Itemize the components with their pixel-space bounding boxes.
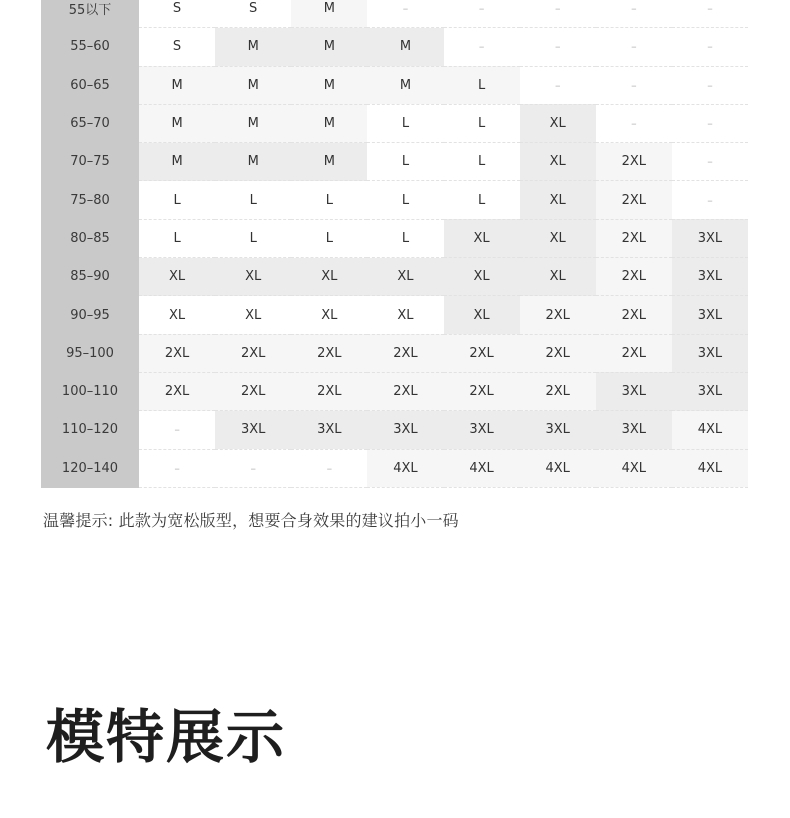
sizing-tip: 温馨提示: 此款为宽松版型，想要合身效果的建议拍小一码: [43, 511, 459, 530]
size-cell: M: [291, 66, 367, 104]
size-cell: 2XL: [596, 258, 672, 296]
weight-range-cell: 70–75: [41, 143, 139, 181]
size-cell: 3XL: [444, 411, 520, 449]
size-cell: 2XL: [520, 372, 596, 410]
size-cell: XL: [520, 219, 596, 257]
size-cell: M: [139, 104, 215, 142]
size-cell: L: [291, 219, 367, 257]
size-row: [41, 296, 748, 334]
size-row: [41, 258, 748, 296]
size-cell: 3XL: [291, 411, 367, 449]
size-cell: M: [291, 28, 367, 66]
size-cell: L: [367, 181, 443, 219]
model-showcase-heading: 模特展示: [46, 703, 287, 771]
size-cell: L: [444, 181, 520, 219]
size-cell: 3XL: [672, 296, 748, 334]
size-cell: –: [672, 143, 748, 181]
size-cell: 3XL: [596, 411, 672, 449]
size-cell: S: [215, 0, 291, 28]
size-cell: –: [672, 28, 748, 66]
size-cell: –: [596, 66, 672, 104]
size-cell: –: [672, 104, 748, 142]
size-cell: –: [139, 449, 215, 487]
size-cell: 2XL: [520, 296, 596, 334]
size-cell: 4XL: [672, 411, 748, 449]
weight-range-cell: 55–60: [41, 28, 139, 66]
size-row: [41, 219, 748, 257]
size-cell: XL: [367, 258, 443, 296]
size-cell: 3XL: [520, 411, 596, 449]
size-cell: 3XL: [672, 219, 748, 257]
size-cell: 2XL: [139, 372, 215, 410]
weight-range-cell: 120–140: [41, 449, 139, 487]
size-cell: 2XL: [291, 334, 367, 372]
size-cell: 2XL: [444, 372, 520, 410]
size-cell: –: [596, 0, 672, 28]
size-cell: L: [444, 104, 520, 142]
size-cell: 2XL: [215, 334, 291, 372]
weight-range-cell: 100–110: [41, 372, 139, 410]
size-cell: 4XL: [367, 449, 443, 487]
size-cell: 4XL: [672, 449, 748, 487]
size-row: [41, 28, 748, 66]
size-cell: 4XL: [444, 449, 520, 487]
size-cell: XL: [444, 258, 520, 296]
size-cell: M: [215, 66, 291, 104]
size-cell: L: [215, 181, 291, 219]
weight-range-cell: 85–90: [41, 258, 139, 296]
weight-range-cell: 90–95: [41, 296, 139, 334]
size-cell: –: [672, 181, 748, 219]
size-cell: –: [444, 28, 520, 66]
size-cell: L: [444, 66, 520, 104]
size-cell: M: [215, 143, 291, 181]
size-cell: M: [367, 28, 443, 66]
size-cell: 2XL: [596, 219, 672, 257]
weight-range-cell: 110–120: [41, 411, 139, 449]
size-cell: –: [520, 0, 596, 28]
size-cell: 3XL: [672, 372, 748, 410]
size-cell: XL: [215, 258, 291, 296]
size-cell: XL: [520, 258, 596, 296]
size-cell: L: [367, 143, 443, 181]
size-cell: –: [596, 104, 672, 142]
size-cell: 2XL: [520, 334, 596, 372]
size-cell: S: [139, 28, 215, 66]
size-cell: M: [215, 104, 291, 142]
size-row: [41, 104, 748, 142]
size-chart-body: [41, 0, 748, 487]
size-cell: –: [139, 411, 215, 449]
size-cell: 2XL: [596, 334, 672, 372]
size-cell: M: [139, 66, 215, 104]
size-cell: –: [596, 28, 672, 66]
size-cell: M: [291, 104, 367, 142]
size-cell: L: [291, 181, 367, 219]
size-cell: XL: [367, 296, 443, 334]
size-row: [41, 181, 748, 219]
size-cell: 3XL: [672, 334, 748, 372]
weight-range-cell: 65–70: [41, 104, 139, 142]
size-cell: L: [367, 219, 443, 257]
size-row: [41, 66, 748, 104]
size-cell: –: [367, 0, 443, 28]
size-cell: 3XL: [596, 372, 672, 410]
size-cell: M: [291, 0, 367, 28]
size-cell: –: [444, 0, 520, 28]
size-chart-table: [41, 0, 748, 488]
size-cell: 4XL: [596, 449, 672, 487]
size-cell: XL: [215, 296, 291, 334]
size-cell: 3XL: [367, 411, 443, 449]
size-cell: XL: [520, 181, 596, 219]
size-cell: 3XL: [215, 411, 291, 449]
size-cell: XL: [520, 104, 596, 142]
size-cell: XL: [444, 296, 520, 334]
size-cell: M: [215, 28, 291, 66]
size-cell: XL: [139, 296, 215, 334]
weight-range-cell: 60–65: [41, 66, 139, 104]
size-cell: 2XL: [444, 334, 520, 372]
size-row: [41, 449, 748, 487]
size-cell: XL: [291, 296, 367, 334]
size-cell: L: [139, 219, 215, 257]
size-cell: –: [291, 449, 367, 487]
size-cell: –: [520, 66, 596, 104]
size-cell: –: [672, 0, 748, 28]
size-cell: –: [215, 449, 291, 487]
size-cell: XL: [139, 258, 215, 296]
size-cell: L: [367, 104, 443, 142]
size-cell: 2XL: [291, 372, 367, 410]
size-cell: L: [139, 181, 215, 219]
size-cell: 2XL: [596, 296, 672, 334]
size-cell: L: [444, 143, 520, 181]
size-cell: XL: [444, 219, 520, 257]
size-cell: M: [367, 66, 443, 104]
size-cell: 2XL: [367, 334, 443, 372]
size-cell: –: [672, 66, 748, 104]
size-cell: L: [215, 219, 291, 257]
size-cell: M: [139, 143, 215, 181]
size-cell: XL: [520, 143, 596, 181]
size-row: [41, 372, 748, 410]
size-cell: 2XL: [139, 334, 215, 372]
size-row: [41, 0, 748, 28]
weight-range-cell: 80–85: [41, 219, 139, 257]
size-row: [41, 334, 748, 372]
size-cell: 2XL: [596, 181, 672, 219]
weight-range-cell: 55以下: [41, 0, 139, 28]
size-cell: M: [291, 143, 367, 181]
size-cell: 2XL: [367, 372, 443, 410]
size-cell: 4XL: [520, 449, 596, 487]
size-row: [41, 411, 748, 449]
weight-range-cell: 75–80: [41, 181, 139, 219]
size-cell: 2XL: [596, 143, 672, 181]
size-cell: S: [139, 0, 215, 28]
size-cell: XL: [291, 258, 367, 296]
size-cell: 3XL: [672, 258, 748, 296]
size-cell: –: [520, 28, 596, 66]
size-cell: 2XL: [215, 372, 291, 410]
weight-range-cell: 95–100: [41, 334, 139, 372]
size-row: [41, 143, 748, 181]
